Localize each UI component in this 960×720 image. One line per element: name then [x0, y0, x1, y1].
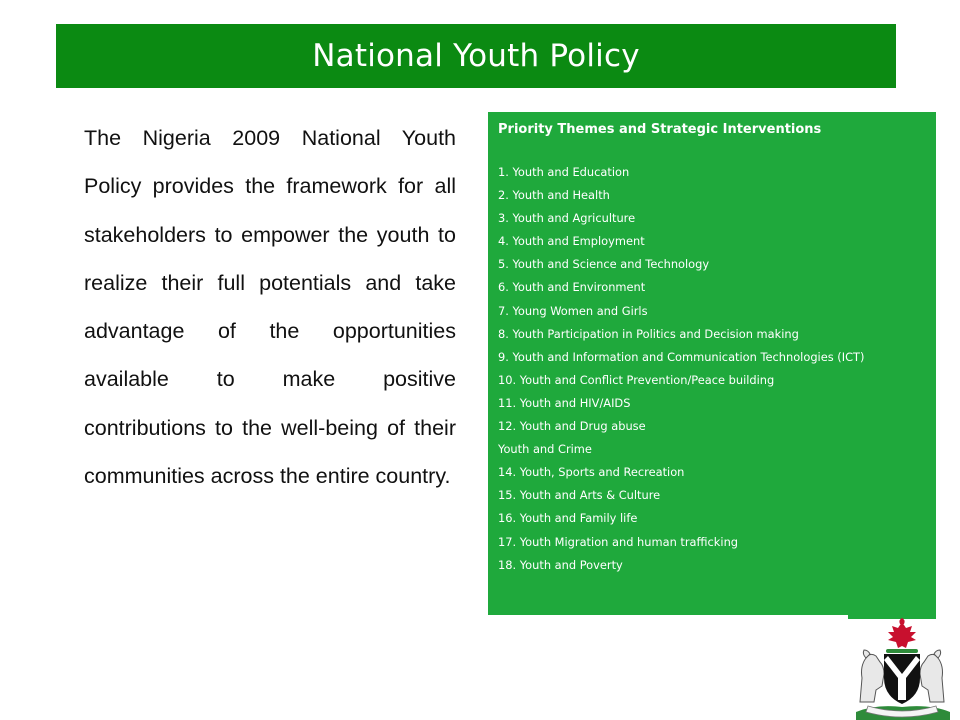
theme-item: 8. Youth Participation in Politics and Decision making	[498, 326, 799, 341]
theme-item: 4. Youth and Employment	[498, 234, 645, 249]
paragraph-1: The Nigeria 2009 National Youth Policy provides the framework for all stakeholders to empower the youth to realize their full potentials and take advantage of the opportunities available to make positive	[84, 126, 456, 392]
slide-title: National Youth Policy	[312, 38, 640, 74]
theme-item: 12. Youth and Drug abuse	[498, 419, 646, 434]
themes-list	[498, 161, 930, 577]
theme-item: 2. Youth and Health	[498, 188, 610, 203]
coat-of-arms-emblem	[846, 616, 958, 720]
theme-item: 6. Youth and Environment	[498, 280, 646, 295]
theme-item: 15. Youth and Arts & Culture	[498, 488, 661, 503]
theme-item: 18. Youth and Poverty	[498, 557, 623, 572]
theme-item: 17. Youth Migration and human trafficking	[498, 534, 739, 549]
theme-item: 3. Youth and Agriculture	[498, 211, 636, 226]
theme-item: 16. Youth and Family life	[498, 511, 638, 526]
priority-themes-box	[488, 112, 936, 615]
theme-item: 9. Youth and Information and Communication Technologies (ICT)	[498, 349, 865, 364]
policy-description	[84, 114, 456, 500]
theme-item: 5. Youth and Science and Technology	[498, 257, 710, 272]
theme-item: 10. Youth and Conflict Prevention/Peace building	[498, 372, 775, 387]
theme-item: Youth and Crime	[498, 442, 592, 457]
theme-item: 14. Youth, Sports and Recreation	[498, 465, 685, 480]
theme-item: 11. Youth and HIV/AIDS	[498, 395, 631, 410]
title-bar	[56, 24, 896, 88]
theme-item: 1. Youth and Education	[498, 165, 630, 179]
themes-heading: Priority Themes and Strategic Interventions	[498, 122, 822, 137]
paragraph-2: contributions to the well-being of their communities across the entire country.	[84, 415, 456, 489]
theme-item: 7. Young Women and Girls	[498, 303, 648, 318]
